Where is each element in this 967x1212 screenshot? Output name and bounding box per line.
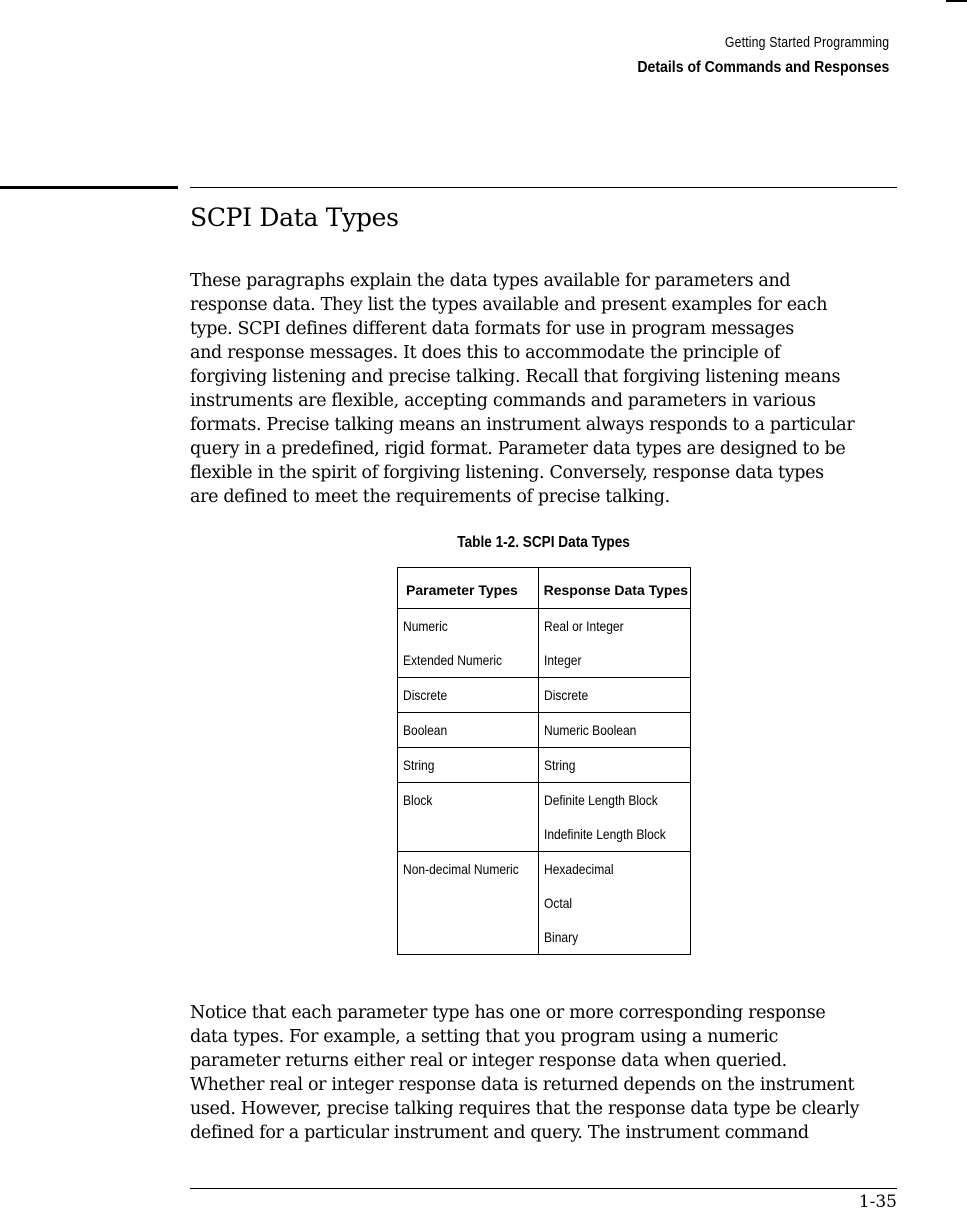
parameter-type: Discrete — [403, 687, 448, 703]
paragraph-line: Notice that each parameter type has one or more corresponding response — [190, 1003, 826, 1023]
parameter-type-cell — [398, 748, 539, 783]
table-caption: Table 1-2. SCPI Data Types — [457, 534, 630, 551]
followup-paragraph — [190, 1001, 859, 1145]
paragraph-line: Whether real or integer response data is returned depends on the instrument — [190, 1075, 855, 1095]
table-row — [398, 852, 691, 955]
parameter-type: Block — [403, 792, 433, 808]
parameter-type-cell — [398, 852, 539, 955]
parameter-type-cell — [398, 713, 539, 748]
parameter-type: Boolean — [403, 722, 448, 738]
paragraph-line: flexible in the spirit of forgiving listening. Conversely, response data types — [190, 463, 824, 483]
section-heading: Details of Commands and Responses — [637, 59, 889, 76]
paragraph-line: parameter returns either real or integer response data when queried. — [190, 1051, 787, 1071]
paragraph-line: These paragraphs explain the data types available for parameters and — [190, 271, 791, 291]
table-row — [398, 783, 691, 852]
response-type: Integer — [543, 652, 582, 668]
table-row — [398, 713, 691, 748]
column-header-parameter-types: Parameter Types — [398, 568, 539, 609]
table-row — [398, 609, 691, 678]
paragraph-line: are defined to meet the requirements of precise talking. — [190, 487, 670, 507]
paragraph-line: instruments are flexible, accepting commands and parameters in various — [190, 391, 816, 411]
parameter-type: Extended Numeric — [403, 652, 503, 668]
footer-rule — [190, 1188, 897, 1189]
table-row — [398, 678, 691, 713]
page-number: 1-35 — [858, 1192, 897, 1212]
running-head — [603, 34, 889, 77]
response-type: Hexadecimal — [543, 861, 614, 877]
column-header-response-data-types: Response Data Types — [538, 568, 690, 609]
parameter-type-cell — [398, 783, 539, 852]
parameter-type-cell — [398, 678, 539, 713]
table-row — [398, 748, 691, 783]
response-type: Definite Length Block — [543, 792, 658, 808]
response-type-cell — [538, 713, 690, 748]
response-type: Octal — [543, 895, 572, 911]
response-type: Indefinite Length Block — [543, 826, 666, 842]
response-type-cell — [538, 748, 690, 783]
parameter-type: Numeric — [403, 618, 448, 634]
paragraph-line: used. However, precise talking requires that the response data type be clearly — [190, 1099, 860, 1119]
paragraph-line: defined for a particular instrument and query. The instrument command — [190, 1123, 809, 1143]
paragraph-line: data types. For example, a setting that you program using a numeric — [190, 1027, 778, 1047]
response-type-cell — [538, 783, 690, 852]
response-type: String — [543, 757, 576, 773]
parameter-type: Non-decimal Numeric — [403, 861, 519, 877]
page-title: SCPI Data Types — [190, 203, 399, 232]
corner-mark — [946, 0, 967, 2]
intro-paragraph — [190, 269, 854, 509]
chapter-title: Getting Started Programming — [724, 34, 889, 51]
response-type-cell — [538, 678, 690, 713]
response-type: Binary — [543, 929, 578, 945]
paragraph-line: forgiving listening and precise talking. Recall that forgiving listening means — [190, 367, 841, 387]
response-type: Discrete — [543, 687, 588, 703]
section-rule-thick — [0, 186, 178, 189]
response-type: Real or Integer — [543, 618, 624, 634]
table-header-row — [398, 568, 691, 609]
response-type-cell — [538, 609, 690, 678]
section-rule-thin — [190, 187, 897, 188]
response-type-cell — [538, 852, 690, 955]
parameter-type: String — [403, 757, 435, 773]
data-types-table — [397, 567, 691, 955]
paragraph-line: type. SCPI defines different data formats for use in program messages — [190, 319, 794, 339]
paragraph-line: and response messages. It does this to accommodate the principle of — [190, 343, 781, 363]
paragraph-line: query in a predefined, rigid format. Parameter data types are designed to be — [190, 439, 846, 459]
response-type: Numeric Boolean — [543, 722, 636, 738]
paragraph-line: formats. Precise talking means an instrument always responds to a particular — [190, 415, 855, 435]
parameter-type-cell — [398, 609, 539, 678]
paragraph-line: response data. They list the types available and present examples for each — [190, 295, 828, 315]
